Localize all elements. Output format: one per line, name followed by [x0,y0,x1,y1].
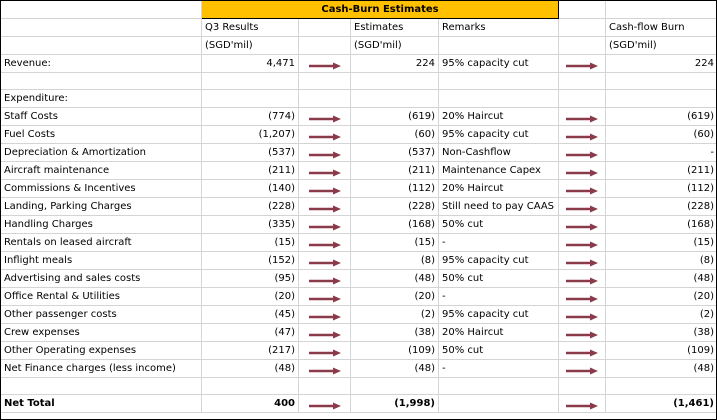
row-remark[interactable]: 50% cut [439,342,559,360]
row-remark[interactable]: Still need to pay CAAS [439,198,559,216]
row-estimate[interactable]: (211) [351,162,439,180]
row-cashflow-burn[interactable]: (48) [606,270,717,288]
row-q3[interactable]: (15) [202,234,299,252]
arrow-cell[interactable] [299,252,351,270]
table-row [1,144,717,162]
arrow-cell[interactable] [299,234,351,252]
row-cashflow-burn[interactable]: (15) [606,234,717,252]
arrow-cell[interactable] [299,55,351,73]
arrow-cell[interactable] [299,342,351,360]
table-row [1,270,717,288]
row-cashflow-burn[interactable]: (8) [606,252,717,270]
total-q3[interactable]: 400 [202,395,299,413]
right-arrow-icon [309,112,341,120]
table-row [1,198,717,216]
row-cashflow-burn[interactable]: (112) [606,180,717,198]
right-arrow-icon [309,310,341,318]
total-estimate[interactable]: (1,998) [351,395,439,413]
header-cashflow-burn[interactable]: Cash-flow Burn [606,19,717,37]
row-q3[interactable]: (95) [202,270,299,288]
row-estimate[interactable]: (48) [351,360,439,378]
table-row [1,324,717,342]
revenue-row [1,55,717,73]
revenue-remark[interactable]: 95% capacity cut [439,55,559,73]
row-label[interactable]: Depreciation & Amortization [1,144,202,162]
arrow-cell[interactable] [559,180,606,198]
blank-row [1,73,717,90]
arrow-cell[interactable] [559,198,606,216]
header-row [1,19,717,37]
row-q3[interactable]: (140) [202,180,299,198]
row-label[interactable]: Other passenger costs [1,306,202,324]
row-q3[interactable]: (774) [202,108,299,126]
row-cashflow-burn[interactable]: - [606,144,717,162]
row-estimate[interactable]: (38) [351,324,439,342]
arrow-cell[interactable] [559,144,606,162]
right-arrow-icon [566,399,598,407]
right-arrow-icon [566,112,598,120]
right-arrow-icon [309,220,341,228]
table-row [1,108,717,126]
right-arrow-icon [566,256,598,264]
row-estimate[interactable]: (60) [351,126,439,144]
row-q3[interactable]: (1,207) [202,126,299,144]
row-q3[interactable]: (48) [202,360,299,378]
arrow-cell[interactable] [299,324,351,342]
row-remark[interactable]: 50% cut [439,216,559,234]
arrow-cell[interactable] [299,270,351,288]
row-estimate[interactable]: (109) [351,342,439,360]
row-cashflow-burn[interactable]: (2) [606,306,717,324]
right-arrow-icon [566,220,598,228]
header-q3[interactable]: Q3 Results [202,19,299,37]
right-arrow-icon [309,256,341,264]
arrow-cell[interactable] [559,360,606,378]
expenditure-label[interactable]: Expenditure: [1,90,202,108]
arrow-cell[interactable] [559,306,606,324]
table-row [1,288,717,306]
row-estimate[interactable]: (537) [351,144,439,162]
table-row [1,126,717,144]
row-label[interactable]: Rentals on leased aircraft [1,234,202,252]
right-arrow-icon [566,292,598,300]
row-cashflow-burn[interactable]: (109) [606,342,717,360]
arrow-cell[interactable] [559,270,606,288]
unit-q3[interactable]: (SGD'mil) [202,37,299,55]
right-arrow-icon [566,274,598,282]
row-remark[interactable]: 95% capacity cut [439,252,559,270]
row-label[interactable]: Inflight meals [1,252,202,270]
row-estimate[interactable]: (2) [351,306,439,324]
row-label[interactable]: Landing, Parking Charges [1,198,202,216]
unit-estimates[interactable]: (SGD'mil) [351,37,439,55]
row-remark[interactable]: 20% Haircut [439,108,559,126]
revenue-estimate[interactable]: 224 [351,55,439,73]
row-cashflow-burn[interactable]: (619) [606,108,717,126]
arrow-cell[interactable] [299,144,351,162]
arrow-cell[interactable] [559,55,606,73]
arrow-cell[interactable] [299,360,351,378]
right-arrow-icon [566,59,598,67]
right-arrow-icon [309,202,341,210]
row-label[interactable]: Handling Charges [1,216,202,234]
row-estimate[interactable]: (619) [351,108,439,126]
row-cashflow-burn[interactable]: (60) [606,126,717,144]
row-label[interactable]: Crew expenses [1,324,202,342]
arrow-cell[interactable] [559,288,606,306]
total-label[interactable]: Net Total [1,395,202,413]
right-arrow-icon [566,310,598,318]
arrow-cell[interactable] [559,126,606,144]
table-row [1,216,717,234]
arrow-cell[interactable] [559,216,606,234]
row-q3[interactable]: (537) [202,144,299,162]
right-arrow-icon [566,346,598,354]
row-remark[interactable]: 20% Haircut [439,324,559,342]
table-row [1,252,717,270]
row-estimate[interactable]: (112) [351,180,439,198]
row-label[interactable]: Staff Costs [1,108,202,126]
arrow-cell[interactable] [299,108,351,126]
arrow-cell[interactable] [299,216,351,234]
row-label[interactable]: Aircraft maintenance [1,162,202,180]
revenue-cashflow-burn[interactable]: 224 [606,55,717,73]
right-arrow-icon [309,274,341,282]
revenue-label[interactable]: Revenue: [1,55,202,73]
table-row [1,360,717,378]
arrow-cell[interactable] [299,180,351,198]
table-row [1,162,717,180]
row-cashflow-burn[interactable]: (228) [606,198,717,216]
revenue-q3[interactable]: 4,471 [202,55,299,73]
row-q3[interactable]: (152) [202,252,299,270]
row-q3[interactable]: (217) [202,342,299,360]
row-estimate[interactable]: (48) [351,270,439,288]
row-remark[interactable]: 20% Haircut [439,180,559,198]
row-label[interactable]: Fuel Costs [1,126,202,144]
row-cashflow-burn[interactable]: (48) [606,360,717,378]
arrow-cell[interactable] [299,306,351,324]
header-estimates[interactable]: Estimates [351,19,439,37]
right-arrow-icon [566,184,598,192]
right-arrow-icon [566,238,598,246]
row-estimate[interactable]: (228) [351,198,439,216]
arrow-cell[interactable] [559,395,606,413]
right-arrow-icon [566,130,598,138]
unit-row [1,37,717,55]
arrow-cell[interactable] [559,252,606,270]
arrow-cell[interactable] [299,126,351,144]
row-label[interactable]: Commissions & Incentives [1,180,202,198]
row-label[interactable]: Advertising and sales costs [1,270,202,288]
row-estimate[interactable]: (168) [351,216,439,234]
right-arrow-icon [566,148,598,156]
row-cashflow-burn[interactable]: (211) [606,162,717,180]
arrow-cell[interactable] [559,324,606,342]
row-label[interactable]: Office Rental & Utilities [1,288,202,306]
right-arrow-icon [309,184,341,192]
row-label[interactable]: Net Finance charges (less income) [1,360,202,378]
row-remark[interactable]: Non-Cashflow [439,144,559,162]
right-arrow-icon [309,328,341,336]
arrow-cell[interactable] [559,162,606,180]
right-arrow-icon [566,364,598,372]
row-remark[interactable]: Maintenance Capex [439,162,559,180]
right-arrow-icon [309,238,341,246]
blank-row [1,378,717,395]
row-estimate[interactable]: (8) [351,252,439,270]
right-arrow-icon [309,130,341,138]
row-estimate[interactable]: (15) [351,234,439,252]
row-q3[interactable]: (228) [202,198,299,216]
row-cashflow-burn[interactable]: (168) [606,216,717,234]
right-arrow-icon [566,166,598,174]
arrow-cell[interactable] [559,234,606,252]
total-cashflow-burn[interactable]: (1,461) [606,395,717,413]
arrow-cell[interactable] [299,198,351,216]
right-arrow-icon [309,346,341,354]
row-q3[interactable]: (335) [202,216,299,234]
row-remark[interactable]: - [439,360,559,378]
row-label[interactable]: Other Operating expenses [1,342,202,360]
right-arrow-icon [309,59,341,67]
right-arrow-icon [566,202,598,210]
right-arrow-icon [309,364,341,372]
right-arrow-icon [309,399,341,407]
row-q3[interactable]: (45) [202,306,299,324]
row-q3[interactable]: (47) [202,324,299,342]
row-estimate[interactable]: (20) [351,288,439,306]
row-remark[interactable]: 50% cut [439,270,559,288]
table-title[interactable]: Cash-Burn Estimates [202,1,559,19]
row-cashflow-burn[interactable]: (20) [606,288,717,306]
title-row [1,1,717,19]
row-q3[interactable]: (211) [202,162,299,180]
row-q3[interactable]: (20) [202,288,299,306]
right-arrow-icon [309,148,341,156]
arrow-cell[interactable] [559,108,606,126]
arrow-cell[interactable] [559,342,606,360]
row-remark[interactable]: 95% capacity cut [439,126,559,144]
table-row [1,180,717,198]
row-remark[interactable]: - [439,234,559,252]
row-remark[interactable]: 95% capacity cut [439,306,559,324]
arrow-cell[interactable] [299,288,351,306]
table-row [1,306,717,324]
row-remark[interactable]: - [439,288,559,306]
right-arrow-icon [566,328,598,336]
table-row [1,234,717,252]
row-cashflow-burn[interactable]: (38) [606,324,717,342]
right-arrow-icon [309,292,341,300]
table-row [1,342,717,360]
expenditure-header-row [1,90,717,108]
total-row [1,395,717,413]
arrow-cell[interactable] [299,395,351,413]
arrow-cell[interactable] [299,162,351,180]
header-remarks[interactable]: Remarks [439,19,559,37]
unit-cashflow-burn[interactable]: (SGD'mil) [606,37,717,55]
right-arrow-icon [309,166,341,174]
